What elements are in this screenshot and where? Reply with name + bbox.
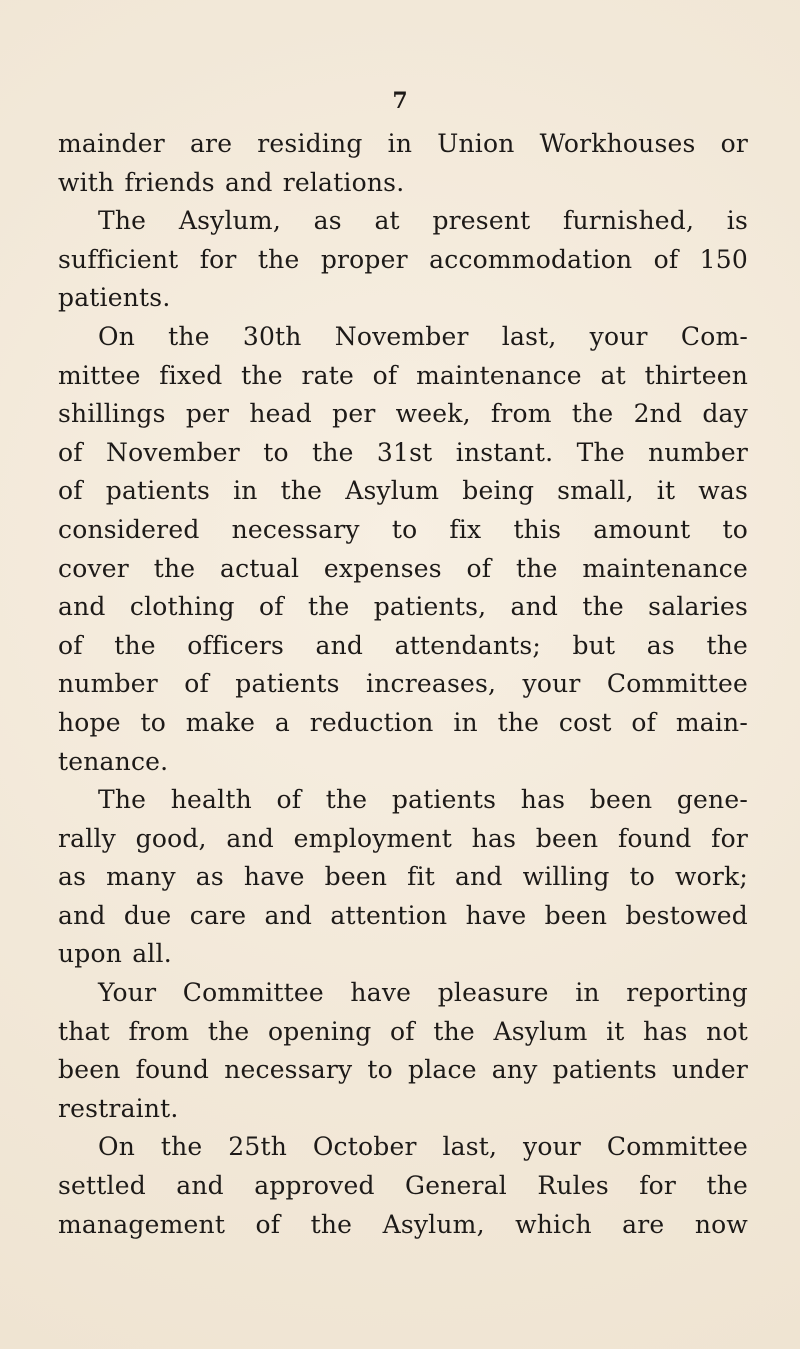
text-line: hope to make a reduction in the cost of main- [58,707,748,737]
text-line: and clothing of the patients, and the salaries [58,592,748,622]
text-line: On the 30th November last, your Com- [98,321,748,351]
text-line: Your Committee have pleasure in reporting [98,978,748,1008]
text-line: of the officers and attendants; but as the [58,630,748,660]
body-text [58,125,748,1244]
text-line: rally good, and employment has been found for [58,823,748,853]
text-line: The Asylum, as at present furnished, is [98,206,748,236]
text-line: as many as have been fit and willing to work; [58,862,748,892]
text-line: of patients in the Asylum being small, it was [58,476,748,506]
text-line: mittee fixed the rate of maintenance at thirteen [58,360,748,390]
page-number: 7 [392,88,408,114]
text-line: shillings per head per week, from the 2nd day [58,399,748,429]
text-line: of November to the 31st instant. The number [58,437,748,467]
text-line: The health of the patients has been gene- [98,785,748,815]
text-line: restraint. [58,1093,179,1123]
text-line: sufficient for the proper accommodation of 150 [58,244,748,274]
text-line: tenance. [58,746,169,776]
text-line: that from the opening of the Asylum it has not [58,1016,748,1046]
text-line: mainder are residing in Union Workhouses or [58,129,748,158]
text-line: management of the Asylum, which are now [58,1209,748,1239]
text-line: On the 25th October last, your Committee [98,1132,748,1162]
text-line: considered necessary to fix this amount to [58,514,748,544]
text-line: cover the actual expenses of the maintenance [58,553,748,583]
text-line: and due care and attention have been bestowed [58,900,748,930]
text-line: settled and approved General Rules for the [58,1171,748,1201]
text-line: with friends and relations. [58,167,405,197]
text-line: patients. [58,283,171,313]
text-line: been found necessary to place any patients under [58,1055,748,1085]
text-line: number of patients increases, your Committee [58,669,748,699]
text-line: upon all. [58,939,172,969]
